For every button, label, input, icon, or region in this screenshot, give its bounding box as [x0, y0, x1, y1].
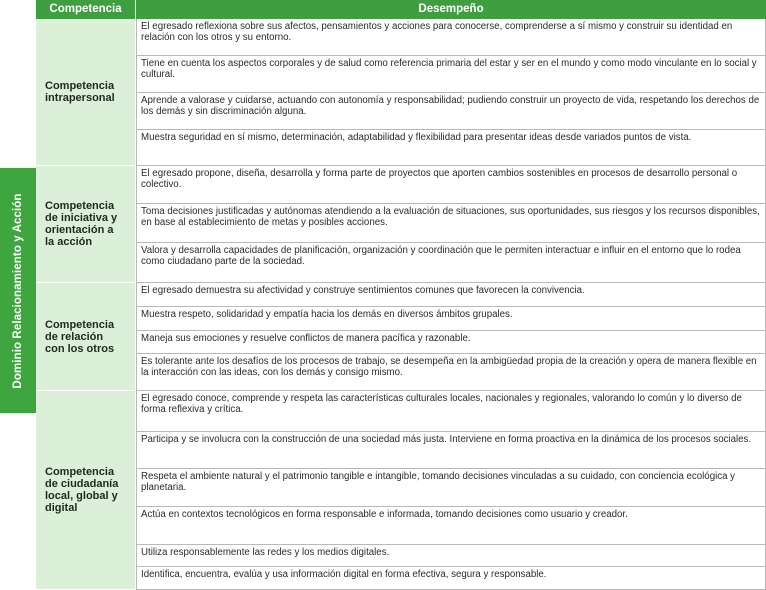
domain-label: Dominio Relacionamiento y Acción	[12, 193, 24, 389]
competency-table	[36, 0, 766, 590]
table-row: Valora y desarrolla capacidades de planificación, organización y coordinación que le permiten interactuar e influir en el entorno que lo rodea como ciudadano parte de la sociedad.	[136, 243, 766, 283]
competency-citizenship	[36, 391, 135, 590]
table-row: El egresado reflexiona sobre sus afectos, pensamientos y acciones para conocerse, comprenderse a sí mismo y construir su identidad en relación con los otros y su entorno.	[136, 19, 766, 56]
competency-relation	[36, 283, 135, 391]
header-desempeno: Desempeño	[136, 0, 766, 19]
competency-title: Competencia de iniciativa y orientación a la acción	[45, 200, 118, 248]
table-row: Toma decisiones justificadas y autónomas atendiendo a la evaluación de situaciones, sus oportunidades, sus riesgos y los recursos disponibles, en base al establecimiento de metas y posibles acciones.	[136, 204, 766, 243]
competency-intrapersonal	[36, 19, 135, 166]
table-row: Identifica, encuentra, evalúa y usa información digital en forma efectiva, segura y responsable.	[136, 567, 766, 590]
table-row: Aprende a valorase y cuidarse, actuando con autonomía y responsabilidad; pudiendo construir un proyecto de vida, respetando los derechos de los demás y sin discriminación alguna.	[136, 93, 766, 130]
table-row: Es tolerante ante los desafíos de los procesos de trabajo, se desempeña en la ambigüedad propia de la creación y opera de manera flexible en la interacción con las ideas, con los demás y consigo mismo.	[136, 354, 766, 391]
table-row: Muestra seguridad en sí mismo, determinación, adaptabilidad y flexibilidad para presentar ideas desde variados puntos de vista.	[136, 130, 766, 166]
table-row: Utiliza responsablemente las redes y los medios digitales.	[136, 545, 766, 567]
competency-title: Competencia de relación con los otros	[45, 318, 115, 355]
domain-side-bar	[0, 0, 36, 590]
table-row: El egresado demuestra su afectividad y construye sentimientos comunes que favorecen la convivencia.	[136, 283, 766, 307]
competency-title: Competencia de ciudadanía local, global y digital	[45, 466, 119, 514]
table-row: Participa y se involucra con la construcción de una sociedad más justa. Interviene en forma proactiva en la dinámica de los procesos sociales.	[136, 432, 766, 469]
competency-title: Competencia intrapersonal	[45, 80, 115, 104]
table-row: Maneja sus emociones y resuelve conflictos de manera pacífica y razonable.	[136, 331, 766, 354]
table-row: Tiene en cuenta los aspectos corporales y de salud como referencia primaria del estar y ser en el mundo y como modo vinculante en lo social y cultural.	[136, 56, 766, 93]
table-row: Muestra respeto, solidaridad y empatía hacia los demás en diversos ámbitos grupales.	[136, 307, 766, 331]
table-row: El egresado propone, diseña, desarrolla y forma parte de proyectos que aporten cambios sostenibles en procesos de desarrollo personal o colectivo.	[136, 166, 766, 204]
header-competencia: Competencia	[36, 0, 135, 19]
table-header	[36, 0, 766, 19]
competency-initiative	[36, 166, 135, 283]
table-row: El egresado conoce, comprende y respeta las características culturales locales, nacionales y regionales, valorando lo común y lo diverso de forma reflexiva y crítica.	[136, 391, 766, 432]
table-row: Actúa en contextos tecnológicos en forma responsable e informada, tomando decisiones como usuario y creador.	[136, 507, 766, 545]
table-row: Respeta el ambiente natural y el patrimonio tangible e intangible, tomando decisiones vinculadas a su cuidado, con conciencia ecológica y planetaria.	[136, 469, 766, 507]
